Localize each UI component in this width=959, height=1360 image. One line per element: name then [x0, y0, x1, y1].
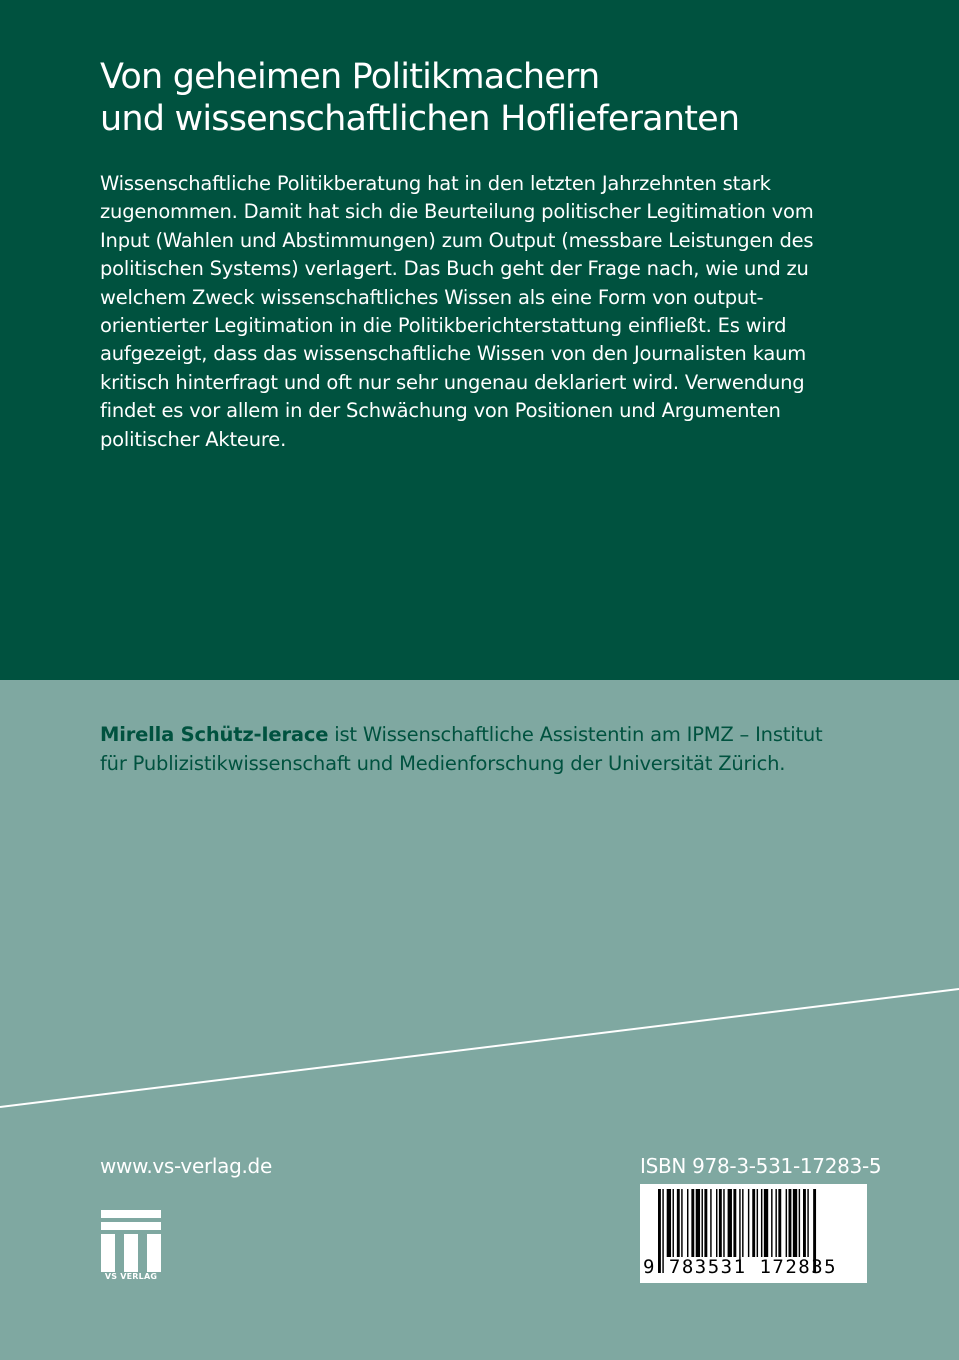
- barcode-bar: [733, 1189, 736, 1257]
- barcode-bar: [807, 1189, 808, 1257]
- barcode-bar: [687, 1189, 688, 1257]
- barcode-bar: [702, 1189, 703, 1257]
- author-bio-line-2: für Publizistikwissenschaft und Medienforschung der Universität Zürich.: [100, 752, 786, 775]
- author-bio-rest: ist Wissenschaftliche Assistentin am IPMZ – Institut: [328, 723, 823, 746]
- barcode-bar: [748, 1189, 749, 1257]
- author-bio-line-1: [100, 720, 880, 749]
- blurb-line: aufgezeigt, dass das wissenschaftliche Wissen von den Journalisten kaum: [100, 342, 807, 366]
- isbn-label: ISBN 978-3-531-17283-5: [640, 1154, 882, 1178]
- blurb-line: Input (Wahlen und Abstimmungen) zum Output (messbare Leistungen des: [100, 228, 814, 252]
- blurb-line: orientierter Legitimation in die Politikberichterstattung einfließt. Es wird: [100, 314, 787, 338]
- barcode-bar: [757, 1189, 758, 1257]
- blurb-text: [100, 170, 860, 454]
- barcode-bar: [793, 1189, 797, 1257]
- divider-stroke: [0, 989, 959, 1107]
- barcode-bar: [771, 1189, 772, 1257]
- author-name: Mirella Schütz-Ierace: [100, 723, 329, 746]
- barcode-bar: [716, 1189, 717, 1257]
- blurb-line: Wissenschaftliche Politikberatung hat in den letzten Jahrzehnten stark: [100, 172, 771, 195]
- publisher-website-link[interactable]: www.vs-verlag.de: [100, 1154, 272, 1178]
- barcode-bar: [803, 1189, 806, 1257]
- barcode: [640, 1184, 867, 1283]
- barcode-bar: [723, 1189, 724, 1257]
- blurb-line: politischen Systems) verlagert. Das Buch geht der Frage nach, wie und zu: [100, 257, 809, 281]
- barcode-bar: [761, 1189, 762, 1257]
- barcode-bar: [691, 1189, 694, 1257]
- barcode-bar: [752, 1189, 755, 1257]
- barcode-bar: [789, 1189, 792, 1257]
- title-line-2: und wissenschaftlichen Hoflieferanten: [100, 99, 740, 139]
- barcode-bar: [719, 1189, 722, 1257]
- barcode-bar: [681, 1189, 682, 1257]
- barcode-bar: [786, 1189, 787, 1257]
- barcode-bar: [742, 1189, 743, 1257]
- blurb-line: welchem Zweck wissenschaftliches Wissen als eine Form von output-: [100, 285, 764, 309]
- barcode-bar: [704, 1189, 707, 1257]
- blurb-line: politischer Akteure.: [100, 427, 287, 451]
- author-bio: [100, 720, 880, 778]
- bottom-panel: [0, 680, 959, 1360]
- blurb-line: zugenommen. Damit hat sich die Beurteilung politischer Legitimation vom: [100, 200, 814, 224]
- blurb-line: findet es vor allem in der Schwächung von Positionen und Argumenten: [100, 399, 781, 423]
- barcode-bar: [673, 1189, 674, 1257]
- book-title: [100, 56, 739, 140]
- barcode-bar: [677, 1189, 680, 1257]
- barcode-bar: [764, 1189, 768, 1257]
- barcode-digits: 9 783531 172835: [643, 1256, 838, 1278]
- title-line-1: Von geheimen Politikmachern: [100, 57, 600, 97]
- barcode-bar: [799, 1189, 800, 1257]
- barcode-bar: [778, 1189, 781, 1257]
- logo-wordmark: VS VERLAG: [104, 1272, 158, 1281]
- barcode-bar: [667, 1189, 671, 1257]
- barcode-bar: [696, 1189, 700, 1257]
- barcode-bar: [710, 1189, 711, 1257]
- blurb-line: kritisch hinterfragt und oft nur sehr ungenau deklariert wird. Verwendung: [100, 370, 805, 394]
- barcode-bar: [728, 1189, 732, 1257]
- barcode-bar: [775, 1189, 776, 1257]
